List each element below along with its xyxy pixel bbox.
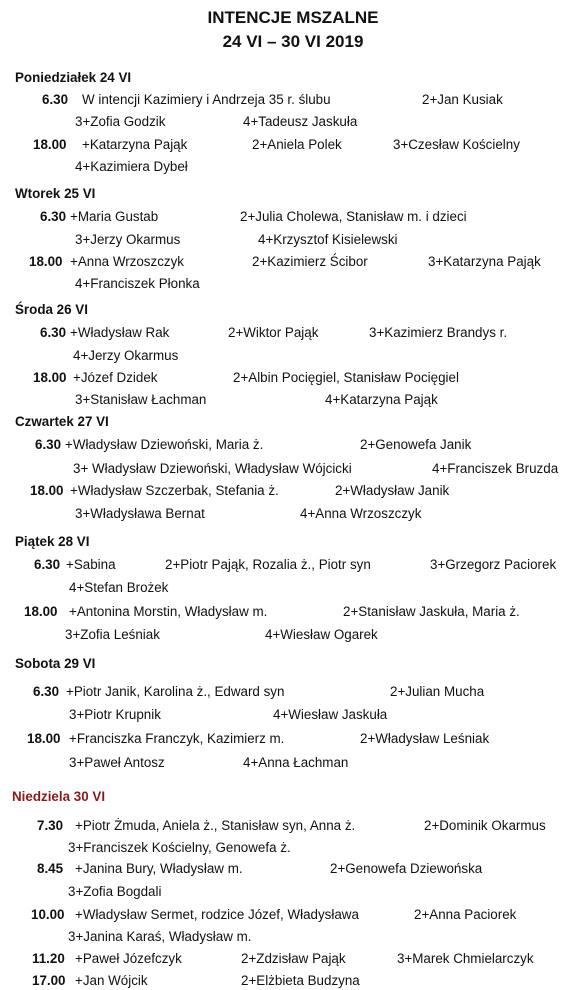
intention-entry: 2+Elżbieta Budzyna [241, 973, 360, 988]
day-heading: Piątek 28 VI [15, 534, 90, 549]
intention-entry: 3+Czesław Kościelny [393, 137, 520, 152]
intention-entry: 3+Władysława Bernat [75, 506, 205, 521]
intention-entry: 4+Krzysztof Kisielewski [258, 232, 398, 247]
date-range: 24 VI – 30 VI 2019 [222, 32, 364, 51]
intention-entry: 4+Tadeusz Jaskuła [243, 114, 358, 129]
intention-entry: 2+Kazimierz Ścibor [252, 254, 368, 269]
intention-entry: +Władysław Sermet, rodzice Józef, Władysława [75, 907, 359, 922]
intention-entry: 3+Janina Karaś, Władysław m. [68, 929, 252, 944]
intention-entry: 4+Franciszek Bruzda [432, 461, 559, 476]
intention-entry: 2+Julia Cholewa, Stanisław m. i dzieci [240, 209, 467, 224]
mass-time: 18.00 [30, 483, 64, 498]
intention-entry: 4+Wiesław Jaskuła [273, 707, 388, 722]
day-heading: Niedziela 30 VI [12, 789, 106, 804]
intention-entry: 3+Jerzy Okarmus [75, 232, 181, 247]
intention-entry: W intencji Kazimiery i Andrzeja 35 r. ślubu [82, 92, 331, 107]
mass-time: 10.00 [31, 907, 65, 922]
intention-entry: 2+Albin Pocięgiel, Stanisław Pocięgiel [233, 370, 459, 385]
intention-entry: 2+Władysław Leśniak [360, 731, 490, 746]
mass-time: 18.00 [29, 254, 63, 269]
mass-time: 18.00 [27, 731, 61, 746]
intention-entry: 3+Grzegorz Paciorek [430, 557, 557, 572]
mass-time: 18.00 [33, 370, 67, 385]
mass-time: 6.30 [33, 684, 60, 699]
day-heading: Środa 26 VI [15, 302, 88, 317]
mass-time: 18.00 [24, 604, 58, 619]
intention-entry: 2+Piotr Pająk, Rozalia ż., Piotr syn [165, 557, 371, 572]
intention-entry: +Józef Dzidek [73, 370, 158, 385]
mass-time: 6.30 [42, 92, 69, 107]
intention-entry: +Maria Gustab [70, 209, 159, 224]
intention-entry: 2+Aniela Polek [252, 137, 342, 152]
mass-time: 6.30 [35, 437, 62, 452]
intention-entry: 4+Franciszek Płonka [75, 276, 200, 291]
day-heading: Wtorek 25 VI [15, 186, 96, 201]
mass-time: 18.00 [33, 137, 67, 152]
intention-entry: 2+Anna Paciorek [414, 907, 517, 922]
intention-entry: 4+Stefan Brożek [69, 580, 169, 595]
intention-entry: 2+Zdzisław Pająk [241, 951, 346, 966]
intention-entry: +Piotr Janik, Karolina ż., Edward syn [66, 684, 285, 699]
intention-entry: +Piotr Żmuda, Aniela ż., Stanisław syn, Anna ż. [75, 818, 356, 833]
intention-entry: 2+Stanisław Jaskuła, Maria ż. [343, 604, 520, 619]
intention-entry: 4+Jerzy Okarmus [73, 348, 179, 363]
intention-entry: 3+Piotr Krupnik [69, 707, 161, 722]
mass-time: 8.45 [37, 861, 64, 876]
intention-entry: +Sabina [66, 557, 116, 572]
intention-entry: 3+Marek Chmielarczyk [397, 951, 534, 966]
intention-entry: 2+Julian Mucha [390, 684, 485, 699]
intention-entry: 2+Genowefa Dziewońska [330, 861, 483, 876]
intention-entry: 4+Kazimiera Dybeł [75, 159, 188, 174]
intention-entry: 3+Stanisław Łachman [75, 392, 207, 407]
intention-entry: 4+Katarzyna Pająk [325, 392, 438, 407]
day-heading: Sobota 29 VI [15, 656, 96, 671]
mass-time: 7.30 [37, 818, 64, 833]
intention-entry: 3+Zofia Godzik [75, 114, 166, 129]
intention-entry: 2+Jan Kusiak [422, 92, 503, 107]
intention-entry: 3+ Władysław Dziewoński, Władysław Wójcicki [73, 461, 352, 476]
intention-entry: +Anna Wrzoszczyk [70, 254, 184, 269]
intention-entry: 4+Wiesław Ogarek [265, 627, 378, 642]
intention-entry: 3+Zofia Leśniak [65, 627, 160, 642]
intention-entry: 3+Kazimierz Brandys r. [369, 325, 508, 340]
intention-entry: 3+Paweł Antosz [69, 755, 165, 770]
day-heading: Czwartek 27 VI [15, 414, 109, 429]
intention-entry: 3+Franciszek Kościelny, Genowefa ż. [68, 840, 291, 855]
intention-entry: 3+Katarzyna Pająk [428, 254, 541, 269]
mass-time: 6.30 [40, 325, 67, 340]
intention-entry: +Janina Bury, Władysław m. [75, 861, 243, 876]
intention-entry: 2+Wiktor Pająk [228, 325, 319, 340]
mass-time: 6.30 [40, 209, 67, 224]
mass-time: 17.00 [32, 973, 66, 988]
mass-time: 11.20 [32, 951, 65, 966]
intention-entry: +Paweł Józefczyk [75, 951, 182, 966]
intention-entry: 4+Anna Wrzoszczyk [300, 506, 422, 521]
intention-entry: 3+Zofia Bogdali [68, 884, 162, 899]
mass-time: 6.30 [34, 557, 61, 572]
intention-entry: 4+Anna Łachman [243, 755, 349, 770]
intention-entry: 2+Dominik Okarmus [424, 818, 546, 833]
intention-entry: +Franciszka Franczyk, Kazimierz m. [69, 731, 285, 746]
intention-entry: +Katarzyna Pająk [82, 137, 188, 152]
intention-entry: 2+Genowefa Janik [360, 437, 472, 452]
document-title: INTENCJE MSZALNE [207, 8, 379, 27]
intention-entry: +Jan Wójcik [75, 973, 148, 988]
intention-entry: +Władysław Szczerbak, Stefania ż. [70, 483, 279, 498]
intention-entry: +Antonina Morstin, Władysław m. [69, 604, 268, 619]
intention-entry: 2+Władysław Janik [335, 483, 450, 498]
intention-entry: +Władysław Dziewoński, Maria ż. [65, 437, 264, 452]
intention-entry: +Władysław Rak [70, 325, 170, 340]
day-heading: Poniedziałek 24 VI [15, 70, 132, 85]
